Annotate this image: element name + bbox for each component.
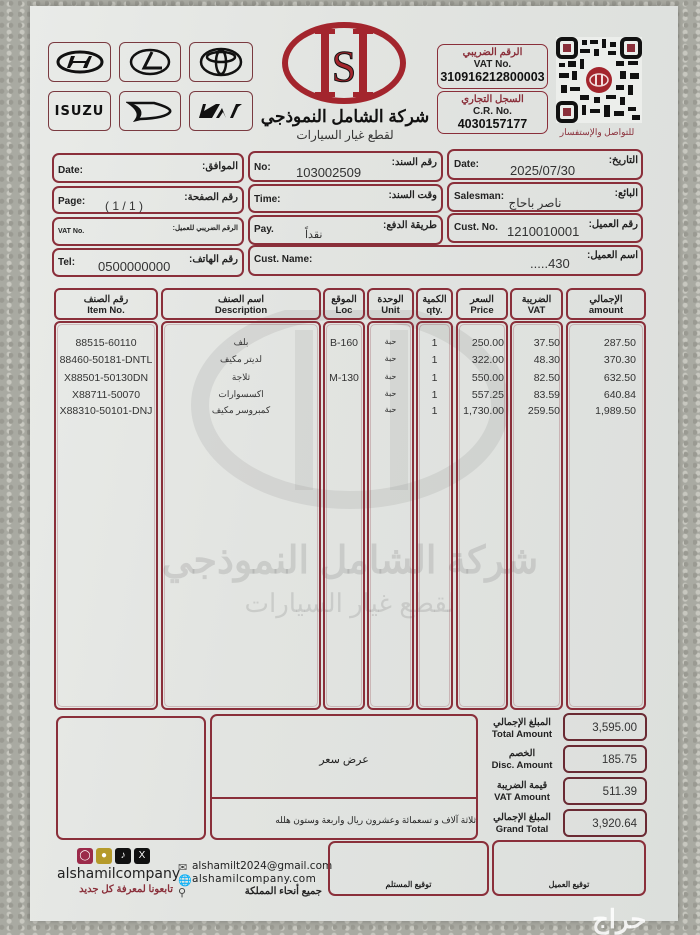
row-vat: 82.50 <box>533 372 560 384</box>
row-vat: 83.59 <box>533 389 560 401</box>
company-vat-number: 310916212800003 <box>440 70 545 84</box>
col-header-item-no-ar: رقم الصنف <box>83 294 129 305</box>
hyundai-logo-icon <box>56 50 104 74</box>
row-qty: 1 <box>431 389 438 401</box>
brand-daihatsu <box>119 91 181 131</box>
hs-logo-icon <box>281 21 407 105</box>
col-header-qty <box>416 288 453 320</box>
salesman-label-ar: البائع: <box>614 188 638 199</box>
brand-toyota <box>189 42 253 82</box>
col-header-unit <box>367 288 414 320</box>
total-amount-value: 3,595.00 <box>563 713 647 741</box>
company-vat-label-en: VAT No. <box>473 59 512 70</box>
row-amount: 1,989.50 <box>595 405 636 417</box>
date-label-ar: التاريخ: <box>608 155 638 166</box>
payment-label-en: Pay. <box>254 224 274 235</box>
globe-icon: 🌐 <box>178 875 192 887</box>
row-price: 1,730.00 <box>463 405 504 417</box>
row-description: اكسسوارات <box>218 389 264 399</box>
company-cr-label-ar: السجل التجاري <box>461 94 524 105</box>
discount-value: 185.75 <box>563 745 647 773</box>
time-label-ar: وقت السند: <box>388 190 437 201</box>
row-description: كمبروسر مكيف <box>211 405 271 415</box>
customer-name-label-ar: اسم العميل: <box>587 250 638 261</box>
discount-label <box>484 748 560 772</box>
row-item-no: 88460-50181-DNTL <box>59 354 153 366</box>
col-header-vat <box>510 288 563 320</box>
row-loc: M-130 <box>329 372 359 384</box>
col-header-price-en: Price <box>470 305 494 316</box>
payment-label-ar: طريقة الدفع: <box>383 220 437 231</box>
col-header-qty-en: qty. <box>426 305 443 316</box>
payment-value: نقداً <box>305 229 323 241</box>
customer-signature-label: توقيع العميل <box>548 880 590 889</box>
brand-hyundai <box>48 42 111 82</box>
company-vat-label-ar: الرقم الضريبي <box>462 47 523 58</box>
vat-amount-label-en: VAT Amount <box>494 792 550 803</box>
col-header-item-no <box>54 288 158 320</box>
voucher-no-value: 103002509 <box>296 165 362 180</box>
watermark-subtitle: لقطع غيار السيارات <box>244 588 456 618</box>
grand-total-label-ar: المبلغ الإجمالي <box>493 812 551 823</box>
customer-vat-label-en: VAT No. <box>58 228 85 235</box>
row-description: بلف <box>233 337 249 347</box>
col-header-unit-ar: الوحدة <box>377 294 404 305</box>
qr-caption-ar: للتواصل والإستفسار <box>559 127 635 137</box>
stamp-box <box>56 716 206 840</box>
col-header-loc-ar: الموقع <box>331 294 357 305</box>
brand-kia <box>189 91 253 131</box>
watermark-company-name: شركة الشامل النموذجي <box>161 540 539 582</box>
customer-name-label-en: Cust. Name: <box>254 254 313 265</box>
row-price: 322.00 <box>471 354 504 366</box>
qr-code[interactable] <box>556 37 642 123</box>
company-name-ar: شركة الشامل النموذجي <box>260 107 430 126</box>
row-vat: 48.30 <box>533 354 560 366</box>
col-header-amount-ar: الإجمالي <box>589 294 623 305</box>
date-label-en: Date: <box>454 159 480 170</box>
customer-no-label-en: Cust. No. <box>454 222 498 233</box>
company-cr-number: 4030157177 <box>457 117 528 131</box>
email-icon: ✉ <box>178 862 188 874</box>
row-unit: حبة <box>384 372 397 381</box>
total-amount-label-en: Total Amount <box>491 729 553 740</box>
website-link[interactable]: alshamilcompany.com <box>192 873 317 885</box>
grand-total-label-en: Grand Total <box>495 824 549 835</box>
row-description: ثلاجة <box>231 372 251 382</box>
col-header-price-ar: السعر <box>470 294 494 305</box>
col-header-item-no-en: Item No. <box>87 305 125 316</box>
total-amount-label <box>484 717 560 741</box>
row-price: 550.00 <box>471 372 504 384</box>
qr-code-icon <box>556 37 642 123</box>
isuzu-logo-text: ISUZU <box>54 103 105 119</box>
toyota-logo-icon <box>198 47 244 77</box>
discount-label-en: Disc. Amount <box>491 760 553 771</box>
col-header-unit-en: Unit <box>381 305 400 316</box>
salesman-label-en: Salesman: <box>454 191 505 202</box>
salesman-value: ناصر باحاج <box>508 196 562 210</box>
row-price: 557.25 <box>471 389 504 401</box>
row-loc: B-160 <box>329 337 359 349</box>
follow-text-ar: تابعونا لمعرفة كل جديد <box>79 884 173 895</box>
date-value: 2025/07/30 <box>510 163 576 178</box>
row-item-no: X88310-50101-DNJ <box>59 405 153 417</box>
instagram-icon[interactable]: ◯ <box>77 848 93 864</box>
col-header-description <box>161 288 321 320</box>
coverage-text-ar: جميع أنحاء المملكة <box>244 886 322 897</box>
page-value: ( 1 / 1 ) <box>105 199 144 213</box>
col-header-description-en: Description <box>214 305 268 316</box>
row-qty: 1 <box>431 405 438 417</box>
tiktok-icon[interactable]: ♪ <box>115 848 131 864</box>
row-vat: 259.50 <box>527 405 560 417</box>
company-cr-label-en: C.R. No. <box>473 106 512 117</box>
row-qty: 1 <box>431 337 438 349</box>
customer-name-value: 430..... <box>530 256 570 271</box>
discount-label-ar: الخصم <box>508 748 536 759</box>
row-amount: 640.84 <box>603 389 636 401</box>
col-header-price <box>456 288 508 320</box>
page-label-en: Page: <box>58 196 86 207</box>
col-header-amount-en: amount <box>588 305 624 316</box>
row-amount: 632.50 <box>603 372 636 384</box>
time-label-en: Time: <box>254 194 281 205</box>
social-handle[interactable]: alshamilcompany <box>57 866 181 882</box>
x-twitter-icon[interactable]: X <box>134 848 150 864</box>
total-amount-label-ar: المبلغ الإجمالي <box>493 717 551 728</box>
row-price: 250.00 <box>471 337 504 349</box>
customer-vat-label-ar: الرقم الضريبي للعميل: <box>172 225 238 232</box>
email-link[interactable]: alshamilt2024@gmail.com <box>192 860 333 872</box>
customer-no-value: 1210010001 <box>507 224 580 239</box>
location-icon: ⚲ <box>178 887 187 899</box>
col-header-vat-en: VAT <box>527 305 546 316</box>
row-item-no: X88711-50070 <box>71 389 141 401</box>
row-vat: 37.50 <box>533 337 560 349</box>
row-description: لديتر مكيف <box>220 354 262 364</box>
hijri-date-label-en: Date: <box>58 165 84 176</box>
vat-amount-label <box>484 780 560 804</box>
tel-label-en: Tel: <box>58 257 76 268</box>
row-amount: 370.30 <box>603 354 636 366</box>
brand-lexus <box>119 42 181 82</box>
row-unit: حبة <box>384 337 397 346</box>
vat-amount-value: 511.39 <box>563 777 647 805</box>
row-item-no: 88515-60110 <box>75 337 137 349</box>
customer-no-label-ar: رقم العميل: <box>588 219 638 230</box>
company-logo <box>281 21 407 105</box>
daihatsu-logo-icon <box>126 100 174 122</box>
vat-amount-label-ar: قيمة الضريبة <box>496 780 548 791</box>
col-header-loc-en: Loc <box>335 305 353 316</box>
tel-value: 0500000000 <box>98 259 171 274</box>
page-label-ar: رقم الصفحة: <box>184 192 238 203</box>
amount-in-words: ثلاثة آلاف و تسعمائة وعشرون ريال واربعة وستون هلله <box>275 815 476 825</box>
row-unit: حبة <box>384 405 397 414</box>
col-header-description-ar: اسم الصنف <box>217 294 265 305</box>
row-qty: 1 <box>431 372 438 384</box>
notes-divider <box>211 797 477 799</box>
row-unit: حبة <box>384 354 397 363</box>
row-unit: حبة <box>384 389 397 398</box>
col-header-amount <box>566 288 646 320</box>
quote-note: عرض سعر <box>319 754 369 766</box>
lexus-logo-icon <box>128 48 172 76</box>
brand-isuzu <box>48 91 111 131</box>
row-item-no: X88501-50130DN <box>63 372 149 384</box>
overlay-watermark: حراج <box>592 904 647 934</box>
voucher-no-label-ar: رقم السند: <box>391 157 437 168</box>
row-qty: 1 <box>431 354 438 366</box>
grand-total-label <box>484 812 560 836</box>
grand-total-value: 3,920.64 <box>563 809 647 837</box>
col-header-qty-ar: الكمية <box>422 294 447 305</box>
col-header-loc <box>323 288 365 320</box>
col-header-vat-ar: الضريبة <box>521 294 552 305</box>
voucher-no-label-en: No: <box>254 162 271 173</box>
snapchat-icon[interactable]: ● <box>96 848 112 864</box>
tel-label-ar: رقم الهاتف: <box>189 254 238 265</box>
receiver-signature-label: توقيع المستلم <box>385 880 432 889</box>
hijri-date-label-ar: الموافق: <box>201 161 238 172</box>
row-amount: 287.50 <box>603 337 636 349</box>
svg-text:S: S <box>331 42 357 91</box>
company-subtitle-ar: لقطع غيار السيارات <box>296 128 394 142</box>
kia-logo-icon <box>196 101 246 121</box>
